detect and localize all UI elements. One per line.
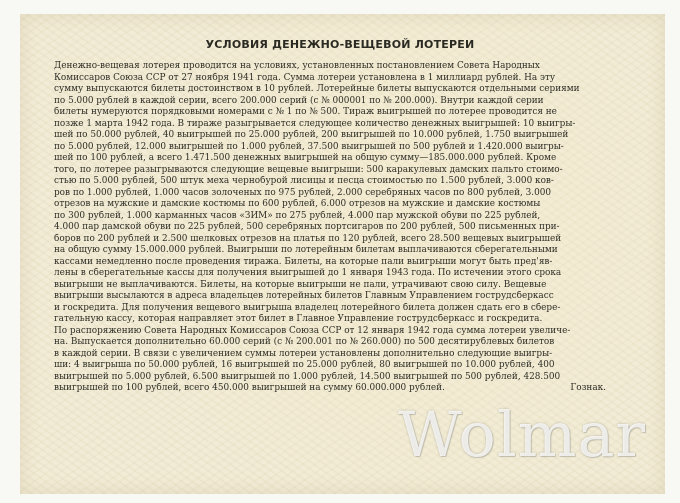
text-line: на общую сумму 15.000.000 рублей. Выигрыши по лотерейным билетам выплачиваются сберегательными bbox=[54, 245, 558, 255]
text-line: и госкредита. Для получения вещевого выигрыша владелец лотерейного билета должен сдать его в сбере- bbox=[54, 302, 561, 313]
text-line: ши: 4 выигрыша по 50.000 рублей, 16 выигрышей по 25.000 рублей, 80 выигрышей по 10.000 рублей, 400 bbox=[54, 360, 555, 370]
text-line: по 5.000 рублей, 12.000 выигрышей по 1.000 рублей, 37.500 выигрышей по 500 рублей и 1.420.000 выигры- bbox=[54, 141, 564, 152]
text-line: позже 1 марта 1942 года. В тираже разыгрывается следующее количество денежных выигрышей: 10 выигры- bbox=[54, 118, 576, 129]
lottery-conditions-text bbox=[54, 61, 606, 395]
text-line: Денежно-вещевая лотерея проводится на условиях, установленных постановлением Совета Народных bbox=[54, 61, 540, 71]
text-line: лены в сберегательные кассы для получения выигрышей до 1 января 1943 года. По истечении этого срока bbox=[54, 268, 562, 278]
watermark-text: Wolmar bbox=[398, 398, 647, 471]
text-line-last bbox=[54, 383, 606, 395]
text-line: шей по 50.000 рублей, 40 выигрышей по 25.000 рублей, 200 выигрышей по 10.000 рублей, 1.750 выигрышей bbox=[54, 130, 569, 140]
text-line: отрезов на мужские и дамские костюмы по 600 рублей, 6.000 отрезов на мужские и дамские костюмы bbox=[54, 199, 541, 209]
text-line: шей по 100 рублей, а всего 1.471.500 денежных выигрышей на общую сумму—185.000.000 рублей. Кроме bbox=[54, 153, 557, 163]
text-line: того, по лотерее разыгрываются следующие вещевые выигрыши: 500 каракулевых дамских пальто стоимо- bbox=[54, 164, 563, 175]
text-line: в каждой серии. В связи с увеличением суммы лотереи установлены дополнительно следующие выигры- bbox=[54, 348, 553, 359]
signature-goznak: Гознак. bbox=[570, 383, 606, 393]
text-line: билеты нумеруются порядковыми номерами с № 1 по № 500. Тираж выигрышей по лотерее проводится не bbox=[54, 107, 557, 117]
text-line: боров по 200 рублей и 2.500 шелковых отрезов на платья по 120 рублей, всего 28.500 вещевых выигрышей bbox=[54, 233, 562, 244]
text-line: ров по 1.000 рублей, 1.000 часов золоченых по 975 рублей, 2.000 серебряных часов по 800 рублей, 3.000 bbox=[54, 187, 552, 198]
text-line: по 5.000 рублей в каждой серии, всего 200.000 серий (с № 000001 по № 200.000). Внутри каждой серии bbox=[54, 95, 544, 106]
text-line: сумму выпускаются билеты достоинством в 10 рублей. Лотерейные билеты выпускаются отдельными сериями bbox=[54, 84, 580, 94]
text-line-final: выигрышей по 100 рублей, всего 450.000 выигрышей на сумму 60.000.000 рублей. bbox=[54, 383, 445, 393]
text-line: выигрыши высылаются в адреса владельцев лотерейных билетов Главным Управлением гострудсберкасс bbox=[54, 291, 554, 301]
text-line: Комиссаров Союза ССР от 27 ноября 1941 года. Сумма лотереи установлена в 1 миллиард рублей. На эту bbox=[54, 72, 556, 83]
text-line: гательную кассу, которая направляет этот билет в Главное Управление гострудсберкасс и госкредита. bbox=[54, 314, 543, 324]
text-line: на. Выпускается дополнительно 60.000 серий (с № 200.001 по № 260.000) по 500 десятирублевых билетов bbox=[54, 337, 555, 347]
text-line: По распоряжению Совета Народных Комиссаров Союза ССР от 12 января 1942 года сумма лотереи увеличе- bbox=[54, 325, 571, 336]
text-line: выигрышей по 5.000 рублей, 6.500 выигрышей по 1.000 рублей, 14.500 выигрышей по 500 рублей, 428.500 bbox=[54, 371, 561, 382]
text-line: выигрыши не выплачиваются. Билеты, на которые выигрыши не пали, утрачивают свою силу. Вещевые bbox=[54, 279, 547, 290]
document-title: УСЛОВИЯ ДЕНЕЖНО-ВЕЩЕВОЙ ЛОТЕРЕИ bbox=[205, 38, 475, 51]
text-line: кассами немедленно после проведения тиража. Билеты, на которые пали выигрыши могут быть пред'яв- bbox=[54, 256, 553, 267]
text-line: 4.000 пар дамской обуви по 225 рублей, 500 серебряных портсигаров по 200 рублей, 500 письменных при- bbox=[54, 222, 560, 232]
text-line: стью по 5.000 рублей, 500 штук меха чернобурой лисицы и песца стоимостью по 1.500 рублей, 3.000 ков- bbox=[54, 176, 554, 186]
text-line: по 300 рублей, 1.000 карманных часов «ЗИМ» по 275 рублей, 4.000 пар мужской обуви по 225 рублей, bbox=[54, 210, 541, 221]
